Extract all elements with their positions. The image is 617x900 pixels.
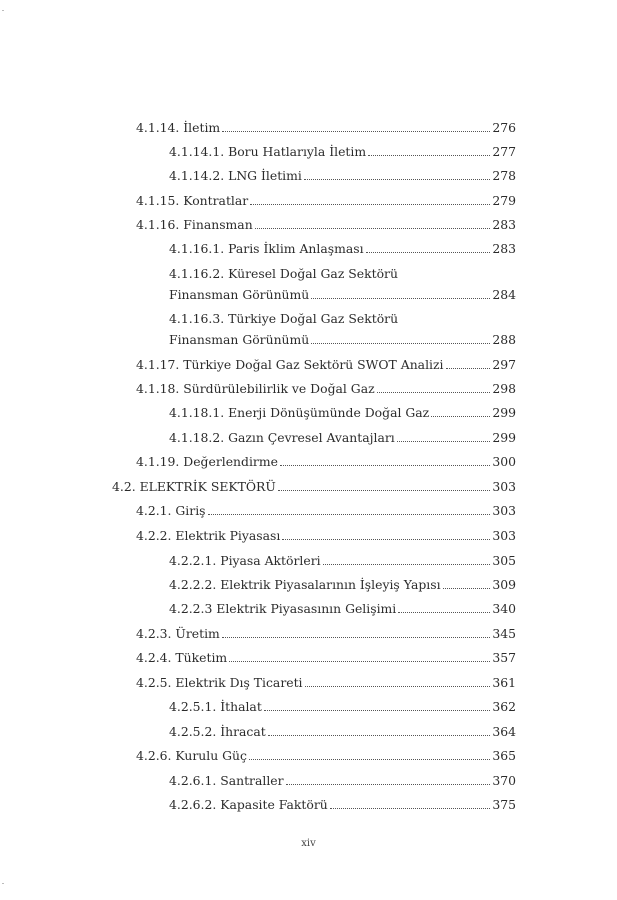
toc-entry: [169, 724, 516, 739]
dot-leader: [222, 131, 490, 132]
toc-entry: [136, 381, 516, 396]
dot-leader: [398, 612, 490, 613]
toc-entry: [169, 577, 516, 592]
dot-leader: [282, 539, 490, 540]
toc-entry-label-continued: Finansman Görünümü: [169, 332, 310, 347]
toc-entry: [136, 650, 516, 665]
toc-entry: [169, 241, 516, 256]
dot-leader: [208, 514, 491, 515]
dot-leader: [377, 392, 491, 393]
toc-entry-label: 4.1.17. Türkiye Doğal Gaz Sektörü SWOT Analizi: [136, 357, 444, 372]
toc-entry-label: 4.1.18.2. Gazın Çevresel Avantajları: [169, 430, 395, 445]
dot-leader: [286, 784, 491, 785]
toc-entry: [112, 479, 516, 494]
toc-entry-label: 4.1.14.1. Boru Hatlarıyla İletim: [169, 144, 367, 159]
toc-entry: [136, 626, 516, 641]
dot-leader: [305, 686, 491, 687]
toc-entry: [169, 311, 516, 347]
dot-leader: [229, 661, 490, 662]
toc-entry: [136, 217, 516, 232]
toc-page-number: 283: [492, 217, 516, 232]
toc-entry-label: 4.1.15. Kontratlar: [136, 193, 249, 208]
dot-leader: [222, 637, 491, 638]
toc-entry-label: 4.1.19. Değerlendirme: [136, 454, 278, 469]
toc-entry: [169, 773, 516, 788]
toc-entry-label: 4.2.5.2. İhracat: [169, 724, 266, 739]
dot-leader: [446, 368, 491, 369]
toc-page-number: 365: [492, 748, 516, 763]
toc-page-number: 299: [492, 430, 516, 445]
dot-leader: [397, 441, 491, 442]
dot-leader: [278, 490, 491, 491]
dot-leader: [255, 228, 491, 229]
toc-entry: [169, 266, 516, 302]
toc-entry-label: 4.1.14.2. LNG İletimi: [169, 168, 302, 183]
dot-leader: [304, 179, 490, 180]
toc-entry: [136, 454, 516, 469]
toc-page-number: 361: [492, 675, 516, 690]
toc-page-number: 284: [492, 287, 516, 302]
toc-entry-label: 4.2. ELEKTRİK SEKTÖRÜ: [112, 479, 276, 494]
dot-leader: [443, 588, 491, 589]
toc-page-number: 345: [492, 626, 516, 641]
toc-page-number: 283: [492, 241, 516, 256]
toc-entry-label: 4.2.5. Elektrik Dış Ticareti: [136, 675, 303, 690]
toc-entry: [169, 699, 516, 714]
toc-entry: [136, 120, 516, 135]
toc-entry: [136, 748, 516, 763]
toc-entry-label: 4.1.16.2. Küresel Doğal Gaz Sektörü: [169, 266, 398, 281]
toc-page-number: 300: [492, 454, 516, 469]
dot-leader: [330, 808, 491, 809]
toc-entry: [169, 168, 516, 183]
dot-leader: [368, 155, 490, 156]
toc-entry: [169, 553, 516, 568]
dot-leader: [311, 343, 490, 344]
toc-page-number: 370: [492, 773, 516, 788]
dot-leader: [264, 710, 491, 711]
toc-entry-label: 4.2.2.2. Elektrik Piyasalarının İşleyiş Yapısı: [169, 577, 441, 592]
toc-entry: [169, 797, 516, 812]
crop-mark-bottom: [2, 883, 4, 884]
toc-entry-label: 4.2.2. Elektrik Piyasası: [136, 528, 281, 543]
toc-page-number: 303: [492, 503, 516, 518]
toc-entry: [136, 193, 516, 208]
toc-page-number: 309: [492, 577, 516, 592]
toc-entry: [136, 528, 516, 543]
dot-leader: [250, 204, 490, 205]
toc-entry-label: 4.2.5.1. İthalat: [169, 699, 262, 714]
toc-page-number: 288: [492, 332, 516, 347]
toc-entry-label: 4.2.6.2. Kapasite Faktörü: [169, 797, 328, 812]
toc-entry-label: 4.1.16. Finansman: [136, 217, 253, 232]
toc-entry-label: 4.2.2.1. Piyasa Aktörleri: [169, 553, 321, 568]
toc-page-number: 305: [492, 553, 516, 568]
toc-entry-label: 4.1.16.1. Paris İklim Anlaşması: [169, 241, 364, 256]
toc-entry-label: 4.1.14. İletim: [136, 120, 221, 135]
toc-page-number: 297: [492, 357, 516, 372]
crop-mark-top: [2, 10, 4, 11]
toc-page-number: 303: [492, 479, 516, 494]
toc-page-number: 276: [492, 120, 516, 135]
toc-entry-label: 4.2.6. Kurulu Güç: [136, 748, 247, 763]
toc-page-number: 279: [492, 193, 516, 208]
toc-entry: [169, 430, 516, 445]
toc-entry-label: 4.2.1. Giriş: [136, 503, 206, 518]
toc-page-number: 375: [492, 797, 516, 812]
toc-page-number: 278: [492, 168, 516, 183]
toc-entry: [169, 601, 516, 616]
dot-leader: [311, 298, 490, 299]
toc-page-number: 340: [492, 601, 516, 616]
toc-page-number: 277: [492, 144, 516, 159]
toc-entry-label: 4.1.18.1. Enerji Dönüşümünde Doğal Gaz: [169, 405, 430, 420]
toc-page-number: 362: [492, 699, 516, 714]
toc-entry-label: 4.1.18. Sürdürülebilirlik ve Doğal Gaz: [136, 381, 375, 396]
toc-entry: [136, 503, 516, 518]
toc-entry-label: 4.1.16.3. Türkiye Doğal Gaz Sektörü: [169, 311, 399, 326]
toc-page-number: 298: [492, 381, 516, 396]
dot-leader: [268, 735, 491, 736]
page-folio: xiv: [301, 838, 316, 849]
dot-leader: [431, 416, 490, 417]
dot-leader: [366, 252, 491, 253]
toc-entry: [136, 675, 516, 690]
dot-leader: [323, 564, 491, 565]
toc-entry-label: 4.2.4. Tüketim: [136, 650, 228, 665]
toc-page-number: 357: [492, 650, 516, 665]
toc-entry: [136, 357, 516, 372]
toc-entry-label: 4.2.3. Üretim: [136, 626, 220, 641]
toc-entry: [169, 144, 516, 159]
toc-entry-label-continued: Finansman Görünümü: [169, 287, 310, 302]
toc-page-number: 364: [492, 724, 516, 739]
dot-leader: [280, 465, 490, 466]
toc-entry-label: 4.2.2.3 Elektrik Piyasasının Gelişimi: [169, 601, 397, 616]
toc-page-number: 299: [492, 405, 516, 420]
dot-leader: [249, 759, 490, 760]
toc-page-number: 303: [492, 528, 516, 543]
toc-entry: [169, 405, 516, 420]
toc-entry-label: 4.2.6.1. Santraller: [169, 773, 284, 788]
